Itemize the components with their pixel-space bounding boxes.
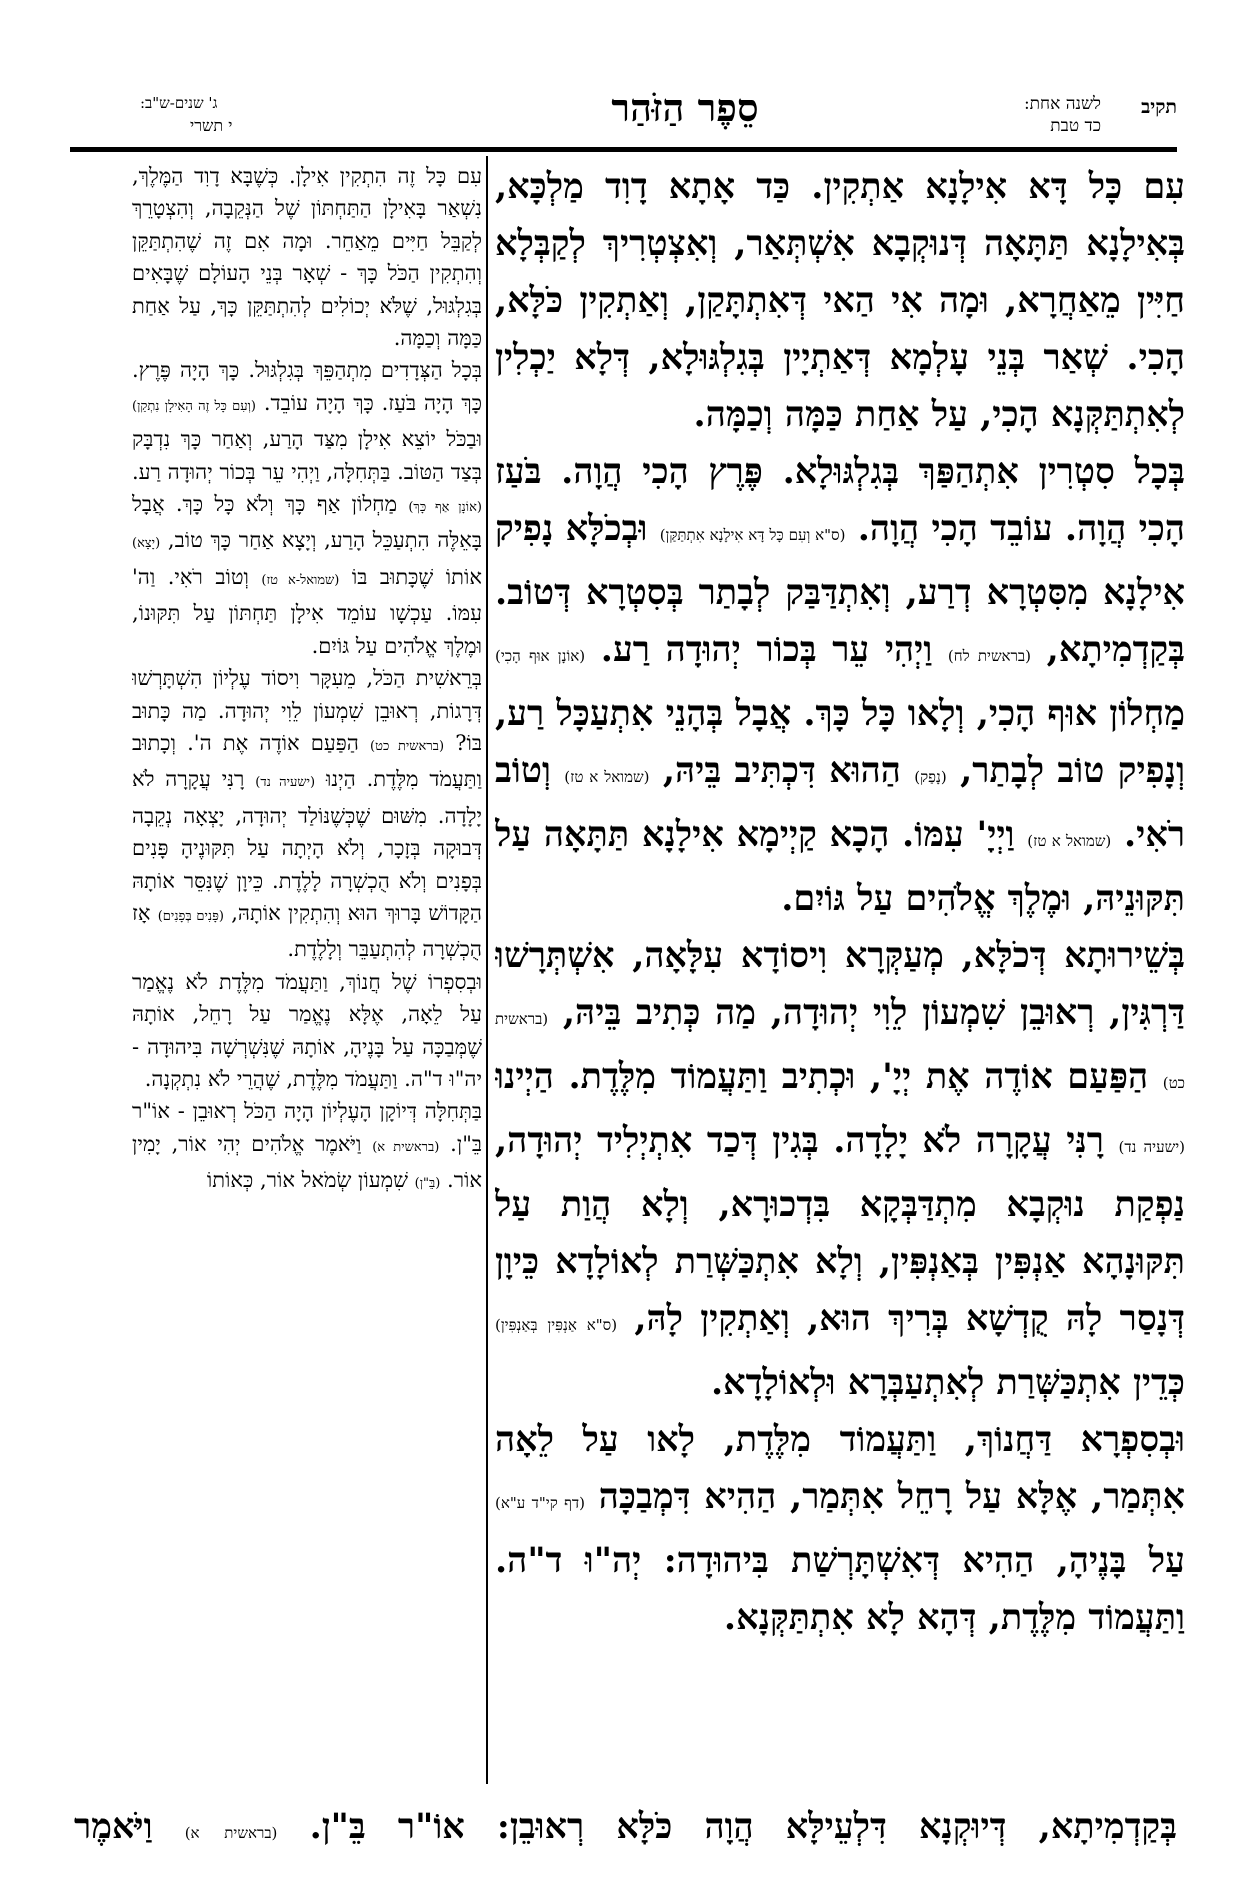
aramaic-paragraph: בְּכָל סִטְרִין אִתְהַפַּךְ בְּגִלְגּוּלָא. פֶּרֶץ הָכִי הֲוָה. בֹּעַז הָכִי הֲוָה. עוֹבֵד הָכִי הֲוָה. (ס"א וְעִם כָּל דָּא אִילָנָא אִתְתַּקַּן) וּבְכֹלָּא נָפִיק אִילָנָא מִסִּטְרָא דְרַע, וְאִתְדַּבַּק לְבָתַר בְּסִטְרָא דְּטוֹב. בְּקַדְמִיתָא, (בראשית לח) וַיְהִי עֵר בְּכוֹר יְהוּדָה רַע. (אוֹנָן אוּף הָכִי) מַחְלוֹן אוּף הָכִי, וְלָאו כָּל כָּךְ. אֲבָל בְּהָנֵי אִתְעַכָּל רַע, וְנָפִיק טוֹב לְבָתַר, (נָפַק) הַהוּא דִּכְתִּיב בֵּיהּ, (שמואל א טז) וְטוֹב רֹאִי. (שמואל א טז) וַיְיָ' עִמּוֹ. הָכָא קַיְימָא אִילָנָא תַּתָּאָה עַל תִּקּוּנֵיהּ, וּמֶלֶךְ אֱלֹהִים עַל גּוֹיִם. — [495, 451, 1185, 919]
one-year-schedule-date: כד טבת — [1050, 116, 1101, 136]
variant-note: (בֵּ"ן) — [414, 1176, 441, 1192]
translation-paragraph: בְּרֵאשִׁית הַכֹּל, מֵעִקָּר וִיסוֹד עֶלְיוֹן הִשְׁתָּרְשׁוּ דְּרָגוֹת, רְאוּבֵן שִׁמְעוֹן לֵוִי יְהוּדָה. מַה כָּתוּב בּוֹ? (בראשית כט) הַפַּעַם אוֹדֶה אֶת ה'. וְכָתוּב וַתַּעֲמֹד מִלֶּדֶת. הַיְנוּ (ישעיה נד) רָנִּי עֲקָרָה לֹא יָלָדָה. מִשּׁוּם שֶׁכְּשֶׁנּוֹלַד יְהוּדָה, יָצְאָה נְקֵבָה דְּבוּקָה בְּזָכָר, וְלֹא הָיְתָה עַל תִּקּוּנֶיהָ פָּנִים בְּפָנִים וְלֹא הֻכְשְׁרָה לָלֶדֶת. כֵּיוָן שֶׁנִּסֵּר אוֹתָהּ הַקָּדוֹשׁ בָּרוּךְ הוּא וְהִתְקִין אוֹתָהּ, (פָּנִים בְּפָנִים) אָז הֻכְשְׁרָה לְהִתְעַבֵּר וְלָלֶדֶת. — [132, 666, 482, 962]
translation-paragraph: עִם כָּל זֶה הִתְקִין אִילָן. כְּשֶׁבָּא דָוִד הַמֶּלֶךְ, נִשְׁאַר בָּאִילָן הַתַּחְתּוֹן שֶׁל הַנְּקֵבָה, וְהִצְטָרֵךְ לְקַבֵּל חַיִּים מֵאַחֵר. וּמָה אִם זֶה שֶׁהִתְתַּקֵּן וְהִתְקִין הַכֹּל כָּךְ - שְׁאָר בְּנֵי הָעוֹלָם שֶׁבָּאִים בְּגִלְגּוּל, שֶׁלֹּא יְכוֹלִים לְהִתְתַּקֵּן כָּךְ, עַל אַחַת כַּמָּה וְכַמָּה. — [132, 164, 482, 351]
variant-note: (נָפַק) — [914, 768, 947, 786]
verse-reference: (שמואל א טז) — [1027, 832, 1112, 850]
verse-reference: (בראשית כט) — [495, 1010, 1185, 1092]
verse-reference: (בראשית א) — [184, 1824, 278, 1842]
translation-paragraph: בַּתְּחִלָּה דְּיוֹקָן הָעֶלְיוֹן הָיָה הַכֹּל רְאוּבֵן - אוֹ"ר בֵּ"ן. (בראשית א) וַיֹּאמֶר אֱלֹהִים יְהִי אוֹר, יָמִין אוֹר. (בֵּ"ן) שִׁמְעוֹן שְׂמֹאל אוֹר, כְּאוֹתוֹ — [132, 1099, 482, 1193]
page-reference: (דף קי"ד ע"א) — [495, 1494, 585, 1512]
aramaic-paragraph: בְּשֵׁירוּתָא דְּכֹלָּא, מְעַקְּרָא וִיסוֹדָא עִלָּאָה, אִשְׁתְּרָשׁוּ דַּרְגִּין, רְאוּבֵן שִׁמְעוֹן לֵוִי יְהוּדָה, מַה כְּתִיב בֵּיהּ, (בראשית כט) הַפַּעַם אוֹדֶה אֶת יְיָ', וּכְתִיב וַתַּעֲמוֹד מִלֶּדֶת. הַיְינוּ (ישעיה נד) רָנִּי עֲקָרָה לֹא יָלָדָה. בְּגִין דְּכַד אִתְיְלִיד יְהוּדָה, נַפְקַת נוּקְבָא מִתְדַּבְּקָא בִּדְכוּרָא, וְלָא הֲוַת עַל תִּקּוּנָהָא אַנְפִּין בְּאַנְפִּין, וְלָא אִתְכַּשְּׁרַת לְאוֹלָדָא כֵּיוָן דְּנָסַר לָהּ קֻדְשָׁא בְּרִיךְ הוּא, וְאַתְקִין לָהּ, (ס"א אַנְפִּין בְּאַנְפִּין) כְּדֵין אִתְכַּשְּׁרַת לְאִתְעַבְּרָא וּלְאוֹלָדָא. — [495, 935, 1185, 1403]
column-divider — [486, 156, 488, 1784]
verse-reference: (שמואל-א טז) — [261, 572, 340, 588]
variant-note: (פָּנִים בְּפָנִים) — [157, 908, 224, 924]
verse-reference: (ישעיה נד) — [1118, 1138, 1185, 1156]
aramaic-paragraph: וּבְסִפְרָא דַּחֲנוֹךְ, וַתַּעֲמוֹד מִלֶּדֶת, לָאו עַל לֵאָה אִתְּמַר, אֶלָּא עַל רָחֵל אִתְּמַר, הַהִיא דִּמְבַכָּה (דף קי"ד ע"א) עַל בָּנֶיהָ, הַהִיא דְּאִשְׁתָּרְשַׁת בִּיהוּדָה: יְה"וּ ד"ה. וַתַּעֲמוֹד מִלֶּדֶת, דְּהָא לָא אִתְתַּקְּנָא. — [495, 1419, 1185, 1638]
aramaic-paragraph: עִם כָּל דָּא אִילָנָא אַתְקִין. כַּד אָתָא דָוִד מַלְכָּא, בְּאִילָנָא תַּתָּאָה דְּנוּקְבָא אִשְׁתְּאַר, וְאִצְטְרִיךְ לְקַבְּלָא חַיִּין מֵאַחֲרָא, וּמָה אִי הַאי דְּאִתְתָּקַן, וְאַתְקִין כֹּלָּא, הָכִי. שְׁאַר בְּנֵי עָלְמָא דְּאַתְיָין בְּגִלְגּוּלָא, דְּלָא יַכְלִין לְאִתְתַּקְּנָא הָכִי, עַל אַחַת כַּמָּה וְכַמָּה. — [495, 166, 1185, 435]
variant-note: (אוֹנָן אַף כָּךְ) — [408, 500, 482, 516]
variant-note: (ס"א אַנְפִּין בְּאַנְפִּין) — [495, 1316, 618, 1334]
verse-reference: (ישעיה נד) — [255, 775, 316, 791]
translation-paragraph: וּבְסִפְרוֹ שֶׁל חֲנוֹךְ, וַתַּעֲמֹד מִלֶּדֶת לֹא נֶאֱמַר עַל לֵאָה, אֶלָּא נֶאֱמַר עַל רָחֵל, אוֹתָהּ שֶׁמְּבַכָּה עַל בָּנֶיהָ, אוֹתָהּ שֶׁנִּשְׁרְשָׁה בִּיהוּדָה - יה"וּ ד"ה. וַתַּעֲמֹד מִלֶּדֶת, שֶׁהֲרֵי לֹא נִתְקְנָה. — [132, 969, 482, 1091]
header-rule — [70, 147, 1177, 152]
tikkun-number: תקיב — [1141, 96, 1177, 118]
verse-reference: (שמואל א טז) — [564, 768, 650, 786]
variant-note: (ס"א וְעִם כָּל דָּא אִילָנָא אִתְתַּקַּן) — [659, 526, 846, 544]
translation-paragraph: בְּכָל הַצְּדָדִים מִתְהַפֵּךְ בְּגִלְגּוּל. כָּךְ הָיָה פֶּרֶץ. כָּךְ הָיָה בֹּעַז. כָּךְ הָיָה עוֹבֵד. (וְעִם כָּל זֶה הָאִילָן נִתְקַן) וּבַכֹּל יוֹצֵא אִילָן מִצַּד הָרַע, וְאַחַר כָּךְ נִדְבָּק בְּצַד הַטּוֹב. בַּתְּחִלָּה, וַיְהִי עֵר בְּכוֹר יְהוּדָה רַע. (אוֹנָן אַף כָּךְ) מַחְלוֹן אַף כָּךְ וְלֹא כָּל כָּךְ. אֲבָל בָּאֵלֶּה הִתְעַכֵּל הָרַע, וְיָצָא אַחַר כָּךְ טוֹב, (יָצָא) אוֹתוֹ שֶׁכָּתוּב בּוֹ (שמואל-א טז) וְטוֹב רֹאִי. וַה' עִמּוֹ. עַכְשָׁו עוֹמֵד אִילָן תַּחְתּוֹן עַל תִּקּוּנוֹ, וּמֶלֶךְ אֱלֹהִים עַל גּוֹיִם. — [132, 358, 482, 658]
verse-reference: (בראשית לח) — [947, 647, 1032, 665]
verse-reference: (בראשית א) — [372, 1139, 440, 1155]
variant-note: (יָצָא) — [132, 536, 161, 552]
book-title: סֵפֶר הַזֹּהַר — [611, 85, 759, 130]
one-year-schedule-label: לשנה אחת: — [1023, 94, 1101, 114]
variant-note: (וְעִם כָּל זֶה הָאִילָן נִתְקַן) — [132, 398, 257, 414]
three-year-schedule-label: ג' שנים-ש"ב: — [140, 94, 218, 112]
three-year-schedule-date: י תשרי — [190, 116, 233, 135]
variant-note: (אוֹנָן אוּף הָכִי) — [495, 647, 586, 665]
continuation-line: בְּקַדְמִיתָא, דְּיוּקְנָא דִּלְעֵילָּא הֲוָה כֹּלָּא רְאוּבֵן: אוֹ"ר בֵּ"ן. (בראשית א) וַיֹּאמֶר — [74, 1806, 1177, 1847]
aramaic-text-column — [495, 158, 1185, 1788]
verse-reference: (בראשית כט) — [370, 738, 445, 754]
hebrew-translation-column — [132, 160, 482, 1790]
